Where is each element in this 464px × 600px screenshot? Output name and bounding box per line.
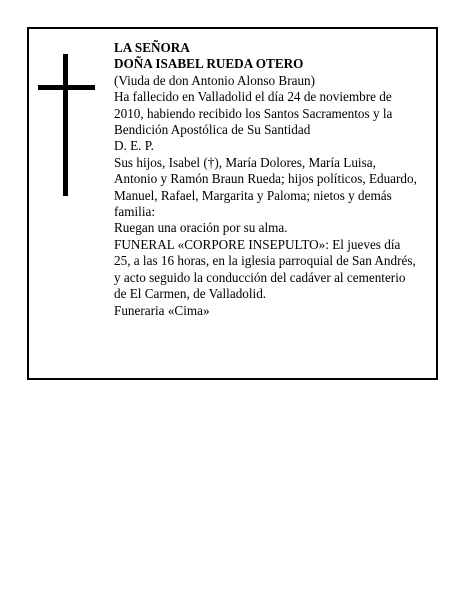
funeral-home: Funeraria «Cima» xyxy=(114,302,210,318)
prayer-request: Ruegan una oración por su alma. xyxy=(114,220,288,236)
funeral-details: FUNERAL «CORPORE INSEPULTO»: El jueves día 25, a las 16 horas, en la iglesia parroquial de San Andrés, y acto seguido la conducción del cadáver al cementerio de El Carmen, de Valladolid. xyxy=(114,236,416,302)
family-list: Sus hijos, Isabel (†), María Dolores, María Luisa, Antonio y Ramón Braun Rueda; hijos políticos, Eduardo, Manuel, Rafael, Margarita y Paloma; nietos y demás familia: xyxy=(114,154,417,220)
cross-horizontal-bar xyxy=(38,85,95,90)
widow-line: (Viuda de don Antonio Alonso Braun) xyxy=(114,72,316,88)
rest-in-peace: D. E. P. xyxy=(114,138,154,154)
deceased-name: DOÑA ISABEL RUEDA OTERO xyxy=(114,56,304,72)
notice-title: LA SEÑORA xyxy=(114,40,190,55)
death-statement: Ha fallecido en Valladolid el día 24 de noviembre de 2010, habiendo recibido los Santos Sacramentos y la Bendición Apostólica de Su Santidad xyxy=(114,89,393,138)
obituary-text-block xyxy=(114,40,419,319)
cross-vertical-bar xyxy=(63,54,68,196)
